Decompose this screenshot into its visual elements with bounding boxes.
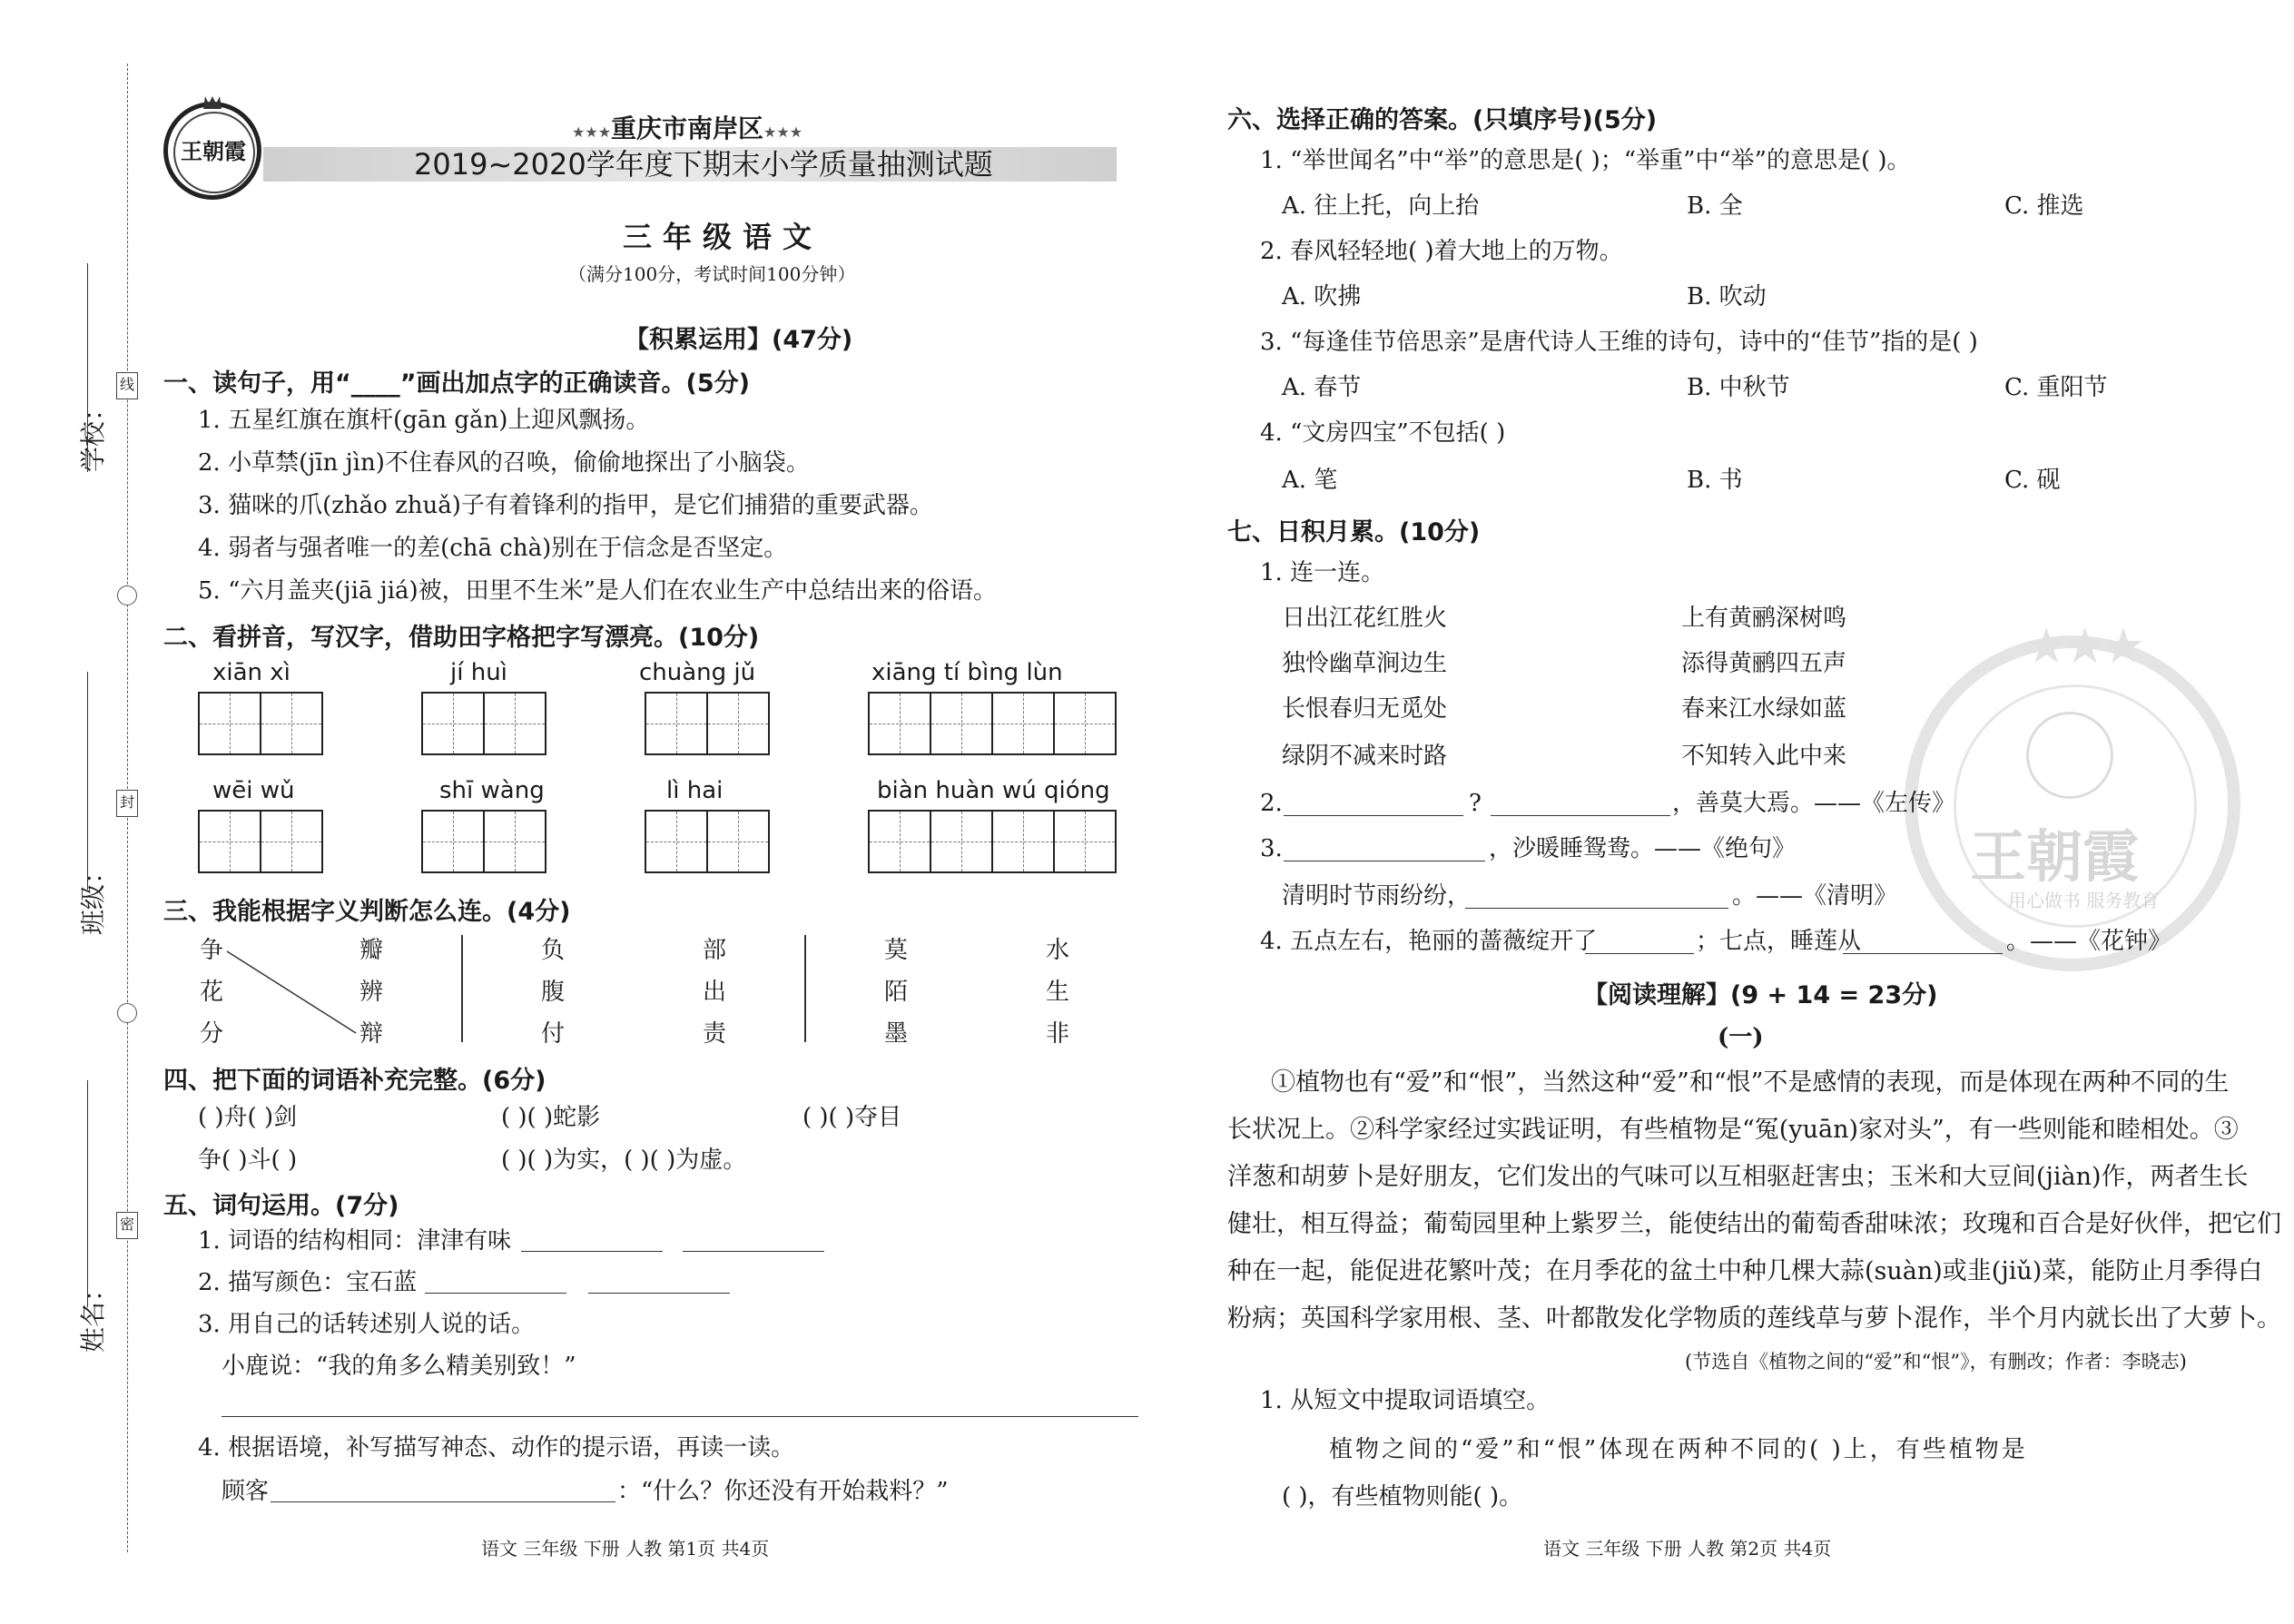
q6-item[interactable]: 4. “文房四宝”不包括( ) (1260, 419, 1506, 447)
writing-grid[interactable] (645, 692, 770, 755)
match-right[interactable]: 水 (1046, 937, 1070, 964)
reading-q1-line-a[interactable]: 植物之间的“爱”和“恨”体现在两种不同的( )上，有些植物是 (1329, 1436, 2028, 1463)
school-label: 学校： (78, 395, 108, 472)
q5-item4-b: ：“什么？你还没有开始栽料？” (617, 1478, 949, 1505)
example-connector (218, 944, 384, 1044)
q7-item2-tail: ，善莫大焉。——《左传》 (1672, 790, 1956, 817)
answer-blank[interactable] (521, 1251, 663, 1252)
idiom-blank[interactable]: ( )( )为实，( )( )为虚。 (501, 1147, 747, 1174)
match-left[interactable]: 莫 (884, 937, 909, 964)
name-field[interactable] (87, 1080, 88, 1307)
idiom-blank[interactable]: ( )舟( )剑 (198, 1104, 298, 1131)
option[interactable]: B. 书 (1687, 467, 1743, 494)
poem-right[interactable]: 春来江水绿如蓝 (1681, 695, 1847, 723)
pinyin-label: jí huì (450, 659, 507, 686)
writing-grid[interactable] (421, 810, 546, 873)
match-right[interactable]: 部 (703, 937, 727, 964)
q5-quote: 小鹿说：“我的角多么精美别致！” (222, 1353, 576, 1380)
q1-item[interactable]: 4. 弱者与强者唯一的差(chā chà)别在于信念是否坚定。 (198, 535, 788, 562)
poem-left[interactable]: 日出江花红胜火 (1282, 605, 1448, 632)
page-footer: 语文 三年级 下册 人教 第1页 共4页 (481, 1538, 770, 1560)
option[interactable]: C. 重阳节 (2004, 374, 2108, 401)
passage-line: 粉病；英国科学家用根、茎、叶都散发化学物质的莲线草与萝卜混作，半个月内就长出了大萝卜。 (1227, 1304, 2281, 1333)
match-left[interactable]: 争 (200, 937, 224, 964)
option[interactable]: C. 推选 (2004, 192, 2084, 220)
answer-blank[interactable] (1465, 908, 1728, 909)
q3-title: 三、我能根据字义判断怎么连。(4分) (163, 898, 571, 926)
subject-title: 三年级语文 (623, 220, 823, 254)
q1-item[interactable]: 5. “六月盖夹(jiā jiá)被，田里不生米”是人们在农业生产中总结出来的俗语。 (198, 577, 997, 605)
match-left[interactable]: 墨 (884, 1020, 909, 1048)
passage-line: 洋葱和胡萝卜是好朋友，它们发出的气味可以互相驱赶害虫；玉米和大豆间(jiàn)作，两者生长 (1227, 1163, 2249, 1191)
pinyin-label: wēi wǔ (212, 777, 295, 804)
q1-item[interactable]: 1. 五星红旗在旗杆(gān gǎn)上迎风飘扬。 (198, 407, 650, 434)
match-left[interactable]: 付 (541, 1020, 566, 1048)
q6-item[interactable]: 1. “举世闻名”中“举”的意思是( )；“举重”中“举”的意思是( )。 (1260, 147, 1911, 174)
passage-line: ①植物也有“爱”和“恨”，当然这种“爱”和“恨”不是感情的表现，而是体现在两种不同的生 (1271, 1068, 2230, 1097)
match-right[interactable]: 生 (1046, 979, 1070, 1006)
passage-line: 种在一起，能促进花繁叶茂；在月季花的盆土中种几棵大蒜(suàn)或韭(jiǔ)菜，能防止月季得白 (1227, 1257, 2263, 1285)
q7-item2-num: 2. (1260, 790, 1283, 817)
poem-left[interactable]: 绿阴不减来时路 (1282, 743, 1448, 770)
q6-title: 六、选择正确的答案。(只填序号)(5分) (1227, 106, 1658, 134)
answer-blank[interactable] (1585, 953, 1694, 954)
answer-blank[interactable] (588, 1293, 730, 1294)
writing-grid[interactable] (421, 692, 546, 755)
mark-line: 线 (116, 372, 138, 399)
idiom-blank[interactable]: 争( )斗( ) (198, 1147, 298, 1174)
q7-item3-num: 3. (1260, 835, 1283, 862)
exam-note: （满分100分，考试时间100分钟） (568, 263, 856, 285)
q7-item4-head: 4. 五点左右，艳丽的蔷薇绽开了 (1260, 928, 1598, 955)
reading-q1: 1. 从短文中提取词语填空。 (1260, 1387, 1551, 1414)
header-region: 重庆市南岸区 (611, 113, 764, 143)
passage-line: 健壮，相互得益；葡萄园里种上紫罗兰，能使结出的葡萄香甜味浓；玫瑰和百合是好伙伴，把它们 (1227, 1210, 2281, 1238)
answer-blank[interactable] (271, 1501, 615, 1502)
q7-item4-tail: 。——《花钟》 (2006, 928, 2172, 955)
q6-item[interactable]: 2. 春风轻轻地( )着大地上的万物。 (1260, 238, 1623, 265)
match-left[interactable]: 腹 (541, 979, 566, 1006)
option[interactable]: C. 砚 (2004, 467, 2061, 494)
q2-title: 二、看拼音，写汉字，借助田字格把字写漂亮。(10分) (163, 624, 760, 652)
watermark-slogan: 用心做书 服务教育 (2008, 890, 2160, 911)
class-label: 班级： (78, 858, 108, 935)
pinyin-label: biàn huàn wú qióng (877, 777, 1110, 804)
answer-blank[interactable] (1491, 815, 1670, 816)
q5-item4: 4. 根据语境，补写描写神态、动作的提示语，再读一读。 (198, 1434, 795, 1462)
school-field[interactable] (87, 263, 88, 472)
q5-item3: 3. 用自己的话转述别人说的话。 (198, 1311, 536, 1338)
option[interactable]: A. 春节 (1282, 374, 1362, 401)
passage-number: (一) (1718, 1024, 1764, 1051)
q7-item2-q: ? (1469, 790, 1482, 817)
answer-blank[interactable] (1843, 953, 2003, 954)
match-right[interactable]: 出 (703, 979, 727, 1006)
poem-right[interactable]: 添得黄鹂四五声 (1681, 650, 1847, 677)
pinyin-label: xiāng tí bìng lùn (871, 659, 1063, 686)
match-right[interactable]: 瓣 (359, 937, 384, 964)
pinyin-label: xiān xì (212, 659, 290, 686)
binding-hole-icon (117, 586, 137, 605)
match-right[interactable]: 辨 (359, 979, 384, 1006)
writing-grid[interactable] (198, 810, 323, 873)
logo-seal (163, 102, 261, 200)
match-right[interactable]: 非 (1046, 1020, 1070, 1048)
name-label: 姓名： (78, 1275, 108, 1353)
q1-item[interactable]: 2. 小草禁(jīn jìn)不住春风的召唤，偷偷地探出了小脑袋。 (198, 449, 810, 477)
answer-blank[interactable] (1284, 815, 1463, 816)
option[interactable]: A. 吹拂 (1282, 283, 1362, 310)
option[interactable]: B. 吹动 (1687, 283, 1767, 310)
passage-line: 长状况上。②科学家经过实践证明，有些植物是“冤(yuān)家对头”，有一些则能和睦相处。③ (1227, 1116, 2239, 1144)
binding-hole-icon (117, 1003, 137, 1023)
group-divider (461, 935, 463, 1042)
answer-line[interactable] (222, 1416, 1138, 1417)
pinyin-label: lì hai (666, 777, 724, 804)
q5-item1: 1. 词语的结构相同：津津有味 (198, 1227, 512, 1255)
q1-title: 一、读句子，用“____”画出加点字的正确读音。(5分) (163, 369, 750, 398)
poem-right[interactable]: 上有黄鹂深树鸣 (1681, 605, 1847, 632)
crown-icon (203, 96, 222, 109)
watermark-stars-icon: ★★★ (2024, 617, 2141, 674)
option[interactable]: B. 全 (1687, 192, 1743, 220)
part2-title: 【阅读理解】(9 + 14 = 23分) (1583, 981, 1938, 1009)
exam-title: 2019~2020学年度下期末小学质量抽测试题 (414, 147, 993, 182)
pinyin-label: shī wàng (439, 777, 545, 804)
mark-dense: 密 (116, 1212, 138, 1239)
writing-grid[interactable] (645, 810, 770, 873)
poem-left[interactable]: 独怜幽草涧边生 (1282, 650, 1448, 677)
mark-seal: 封 (116, 790, 138, 817)
q7-item1: 1. 连一连。 (1260, 559, 1385, 586)
q4-title: 四、把下面的词语补充完整。(6分) (163, 1067, 546, 1095)
q7-item3b-tail: 。——《清明》 (1732, 882, 1898, 910)
match-left[interactable]: 负 (541, 937, 566, 964)
poem-right[interactable]: 不知转入此中来 (1681, 743, 1847, 770)
answer-blank[interactable] (683, 1251, 824, 1252)
match-right[interactable]: 责 (703, 1020, 727, 1048)
page-footer: 语文 三年级 下册 人教 第2页 共4页 (1543, 1538, 1832, 1560)
match-right[interactable]: 辩 (359, 1020, 384, 1048)
part1-title: 【积累运用】(47分) (625, 326, 853, 354)
option[interactable]: A. 往上托，向上抬 (1282, 192, 1480, 220)
match-left[interactable]: 分 (200, 1020, 224, 1048)
option[interactable]: A. 笔 (1282, 467, 1338, 494)
writing-grid[interactable] (868, 692, 1117, 755)
answer-blank[interactable] (425, 1293, 566, 1294)
passage-source: (节选自《植物之间的“爱”和“恨”》，有删改；作者：李晓志) (1685, 1351, 2187, 1373)
match-left[interactable]: 花 (200, 979, 224, 1006)
q5-item2: 2. 描写颜色：宝石蓝 (198, 1269, 418, 1296)
q7-item4-mid: ；七点，睡莲从 (1696, 928, 1862, 955)
pinyin-label: chuàng jǔ (639, 659, 756, 686)
q6-item[interactable]: 3. “每逢佳节倍思亲”是唐代诗人王维的诗句，诗中的“佳节”指的是( ) (1260, 329, 1978, 356)
q7-item3-tail: ，沙暖睡鸳鸯。——《绝句》 (1489, 835, 1797, 862)
watermark-text: 王朝霞 (1970, 823, 2140, 890)
poem-left[interactable]: 长恨春归无觅处 (1282, 695, 1448, 723)
q5-item4-a: 顾客 (222, 1478, 270, 1505)
q1-item[interactable]: 3. 猫咪的爪(zhǎo zhuǎ)子有着锋利的指甲，是它们捕猎的重要武器。 (198, 492, 933, 519)
idiom-blank[interactable]: ( )( )夺目 (802, 1104, 902, 1131)
writing-grid[interactable] (868, 810, 1117, 873)
q7-item3b-head: 清明时节雨纷纷， (1282, 882, 1472, 910)
writing-grid[interactable] (198, 692, 323, 755)
idiom-blank[interactable]: ( )( )蛇影 (501, 1104, 601, 1131)
group-divider (804, 935, 806, 1042)
q7-title: 七、日积月累。(10分) (1227, 518, 1481, 546)
q5-title: 五、词句运用。(7分) (163, 1192, 399, 1220)
option[interactable]: B. 中秋节 (1687, 374, 1790, 401)
reading-q1-line-b[interactable]: ( )，有些植物则能( )。 (1282, 1483, 1523, 1511)
class-field[interactable] (87, 672, 88, 890)
watermark-portrait-icon (2026, 712, 2113, 799)
logo-text: 王朝霞 (181, 138, 246, 164)
match-left[interactable]: 陌 (884, 979, 909, 1006)
